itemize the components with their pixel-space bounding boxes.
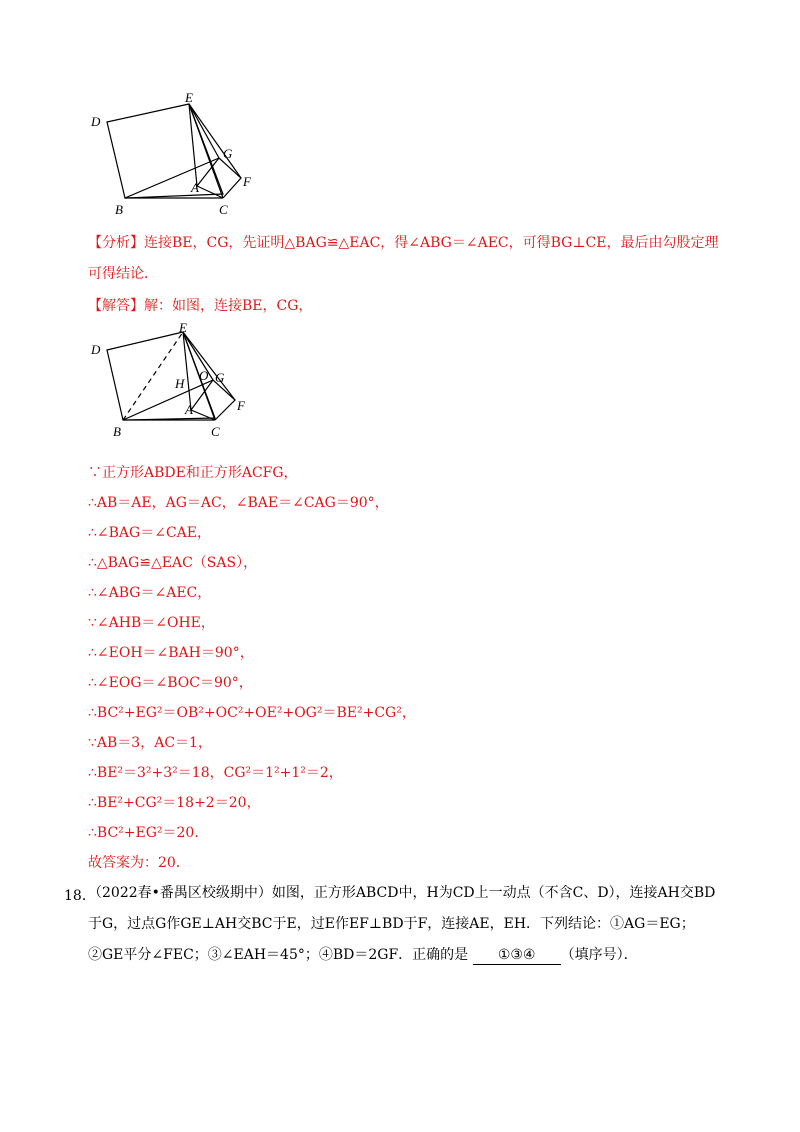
question-suffix: （填序号）． <box>560 947 638 963</box>
step-8: ∴∠EOG＝∠BOC＝90°， <box>88 675 253 691</box>
geometry-figure-2 <box>85 322 255 442</box>
step-1: ∵正方形ABDE和正方形ACFG， <box>88 465 298 481</box>
label-B: B <box>113 424 121 439</box>
step-4: ∴△BAG≌△EAC（SAS）， <box>88 555 258 571</box>
label-O: O <box>199 368 209 383</box>
solution-intro <box>88 296 312 316</box>
label-C: C <box>211 424 220 439</box>
step-5: ∴∠ABG＝∠AEC， <box>88 585 212 601</box>
label-F: F <box>237 398 245 413</box>
label-E: E <box>185 92 193 105</box>
question-18 <box>88 878 728 971</box>
figure-1 <box>85 92 265 222</box>
label-F: F <box>243 174 251 189</box>
analysis-paragraph <box>88 228 728 290</box>
step-12: ∴BE²+CG²＝18+2＝20， <box>88 795 261 811</box>
step-6: ∵∠AHB＝∠OHE， <box>88 615 215 631</box>
label-C: C <box>219 202 228 217</box>
solution-tag: 【解答】 <box>88 298 144 314</box>
figure-2 <box>85 322 255 442</box>
label-G: G <box>223 146 233 161</box>
analysis-tag: 【分析】 <box>88 235 144 251</box>
step-13: ∴BC²+EG²＝20． <box>88 825 209 841</box>
label-A: A <box>191 180 199 195</box>
geometry-figure-1 <box>85 92 265 222</box>
step-2: ∴AB＝AE，AG＝AC，∠BAE＝∠CAG＝90°， <box>88 495 389 511</box>
question-number: 18． <box>64 888 96 904</box>
label-B: B <box>115 202 123 217</box>
label-A: A <box>185 402 193 417</box>
label-D: D <box>91 342 101 357</box>
label-D: D <box>91 114 101 129</box>
step-9: ∴BC²+EG²＝OB²+OC²+OE²+OG²＝BE²+CG²， <box>88 705 416 721</box>
label-E: E <box>179 322 187 335</box>
question-text: （2022春•番禺区校级期中）如图，正方形ABCD中，H为CD上一动点（不含C、D），连接AH交BD于G，过点G作GE⊥AH交BC于E，过E作EF⊥BD于F，连接AE，EH．下列结论：①AG＝EG；②GE平分∠FEC；③∠EAH＝45°；④BD＝2GF．正确的是 <box>88 885 716 963</box>
step-14: 故答案为：20． <box>88 855 190 871</box>
label-G: G <box>215 370 225 385</box>
solution-intro-text: 解：如图，连接BE，CG， <box>144 298 313 314</box>
step-7: ∴∠EOH＝∠BAH＝90°， <box>88 645 254 661</box>
step-11: ∴BE²＝3²+3²＝18，CG²＝1²+1²＝2， <box>88 765 343 781</box>
analysis-text: 连接BE，CG，先证明△BAG≌△EAC，得∠ABG＝∠AEC，可得BG⊥CE，最后由勾股定理可得结论． <box>88 235 719 282</box>
step-3: ∴∠BAG＝∠CAE， <box>88 525 211 541</box>
label-H: H <box>175 376 185 391</box>
step-10: ∵AB＝3，AC＝1， <box>88 735 212 751</box>
answer-blank: ①③④ <box>473 946 561 965</box>
